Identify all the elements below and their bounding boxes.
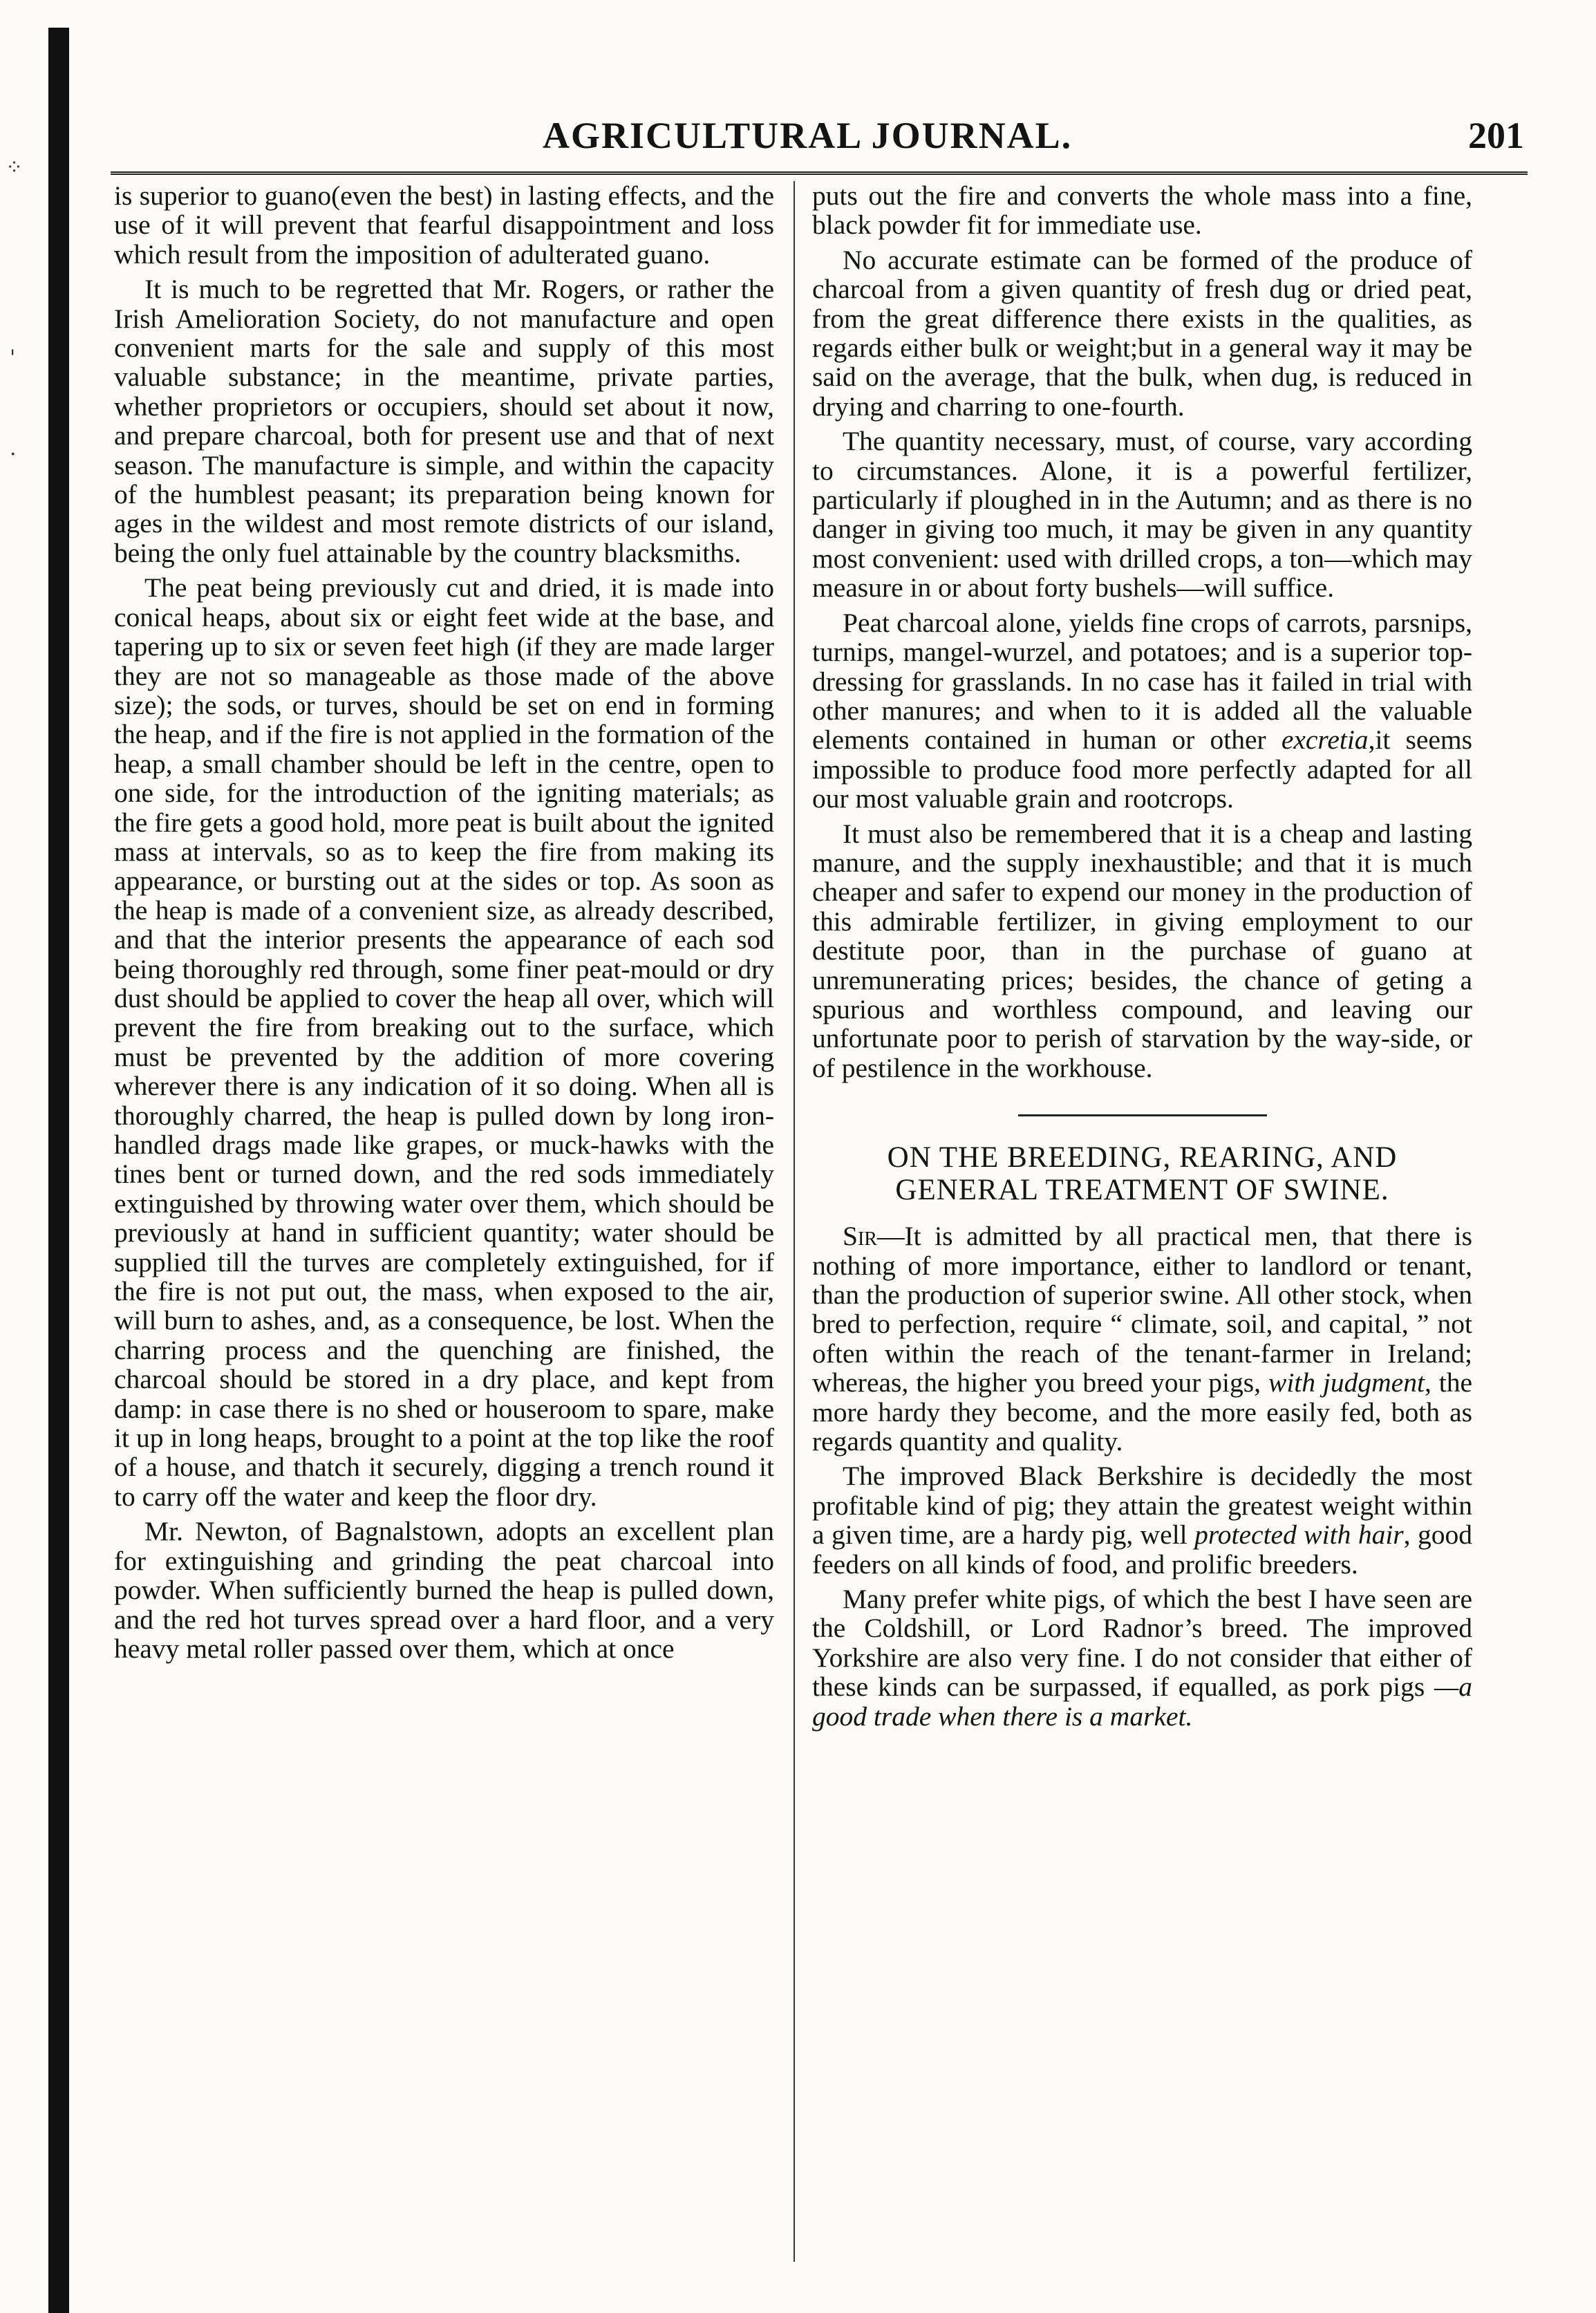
section-separator (1018, 1114, 1267, 1116)
paragraph: The quantity necessary, must, of course, vary according to circumstances. Alone, it is a powerful fertilizer, particularly if ploughed in in the Autumn; and as there is no danger in giving too much, it may be given in any quantity most convenient: used with drilled crops, a ton—which may measure in or about forty bushels—will suffice. (812, 426, 1472, 603)
paragraph (812, 1221, 1472, 1456)
text-span: Many prefer white pigs, of which the best I have seen are the Coldshill, or Lord Radnor’s breed. The improved Yorkshire are also very fine. I do not consider that either of these kinds can be surpassed, if equalled, as pork pigs (812, 1584, 1472, 1703)
journal-title: AGRICULTURAL JOURNAL. (543, 115, 1073, 156)
article-heading: ON THE BREEDING, REARING, AND GENERAL TREATMENT OF SWINE. (887, 1141, 1398, 1207)
margin-mark: ⁘ (6, 156, 24, 180)
margin-mark: · (10, 442, 17, 467)
text-span: —It is admitted by all practical men, that there is nothing of more importance, either to landlord or tenant, than the production of superior swine. All other stock, when bred to perfection, require “ climate, soil, and capital, ” not often within the reach of the tenant-farmer in Ireland; whereas, the higher you breed your pigs, (812, 1221, 1472, 1398)
margin-mark: ' (10, 346, 16, 370)
paragraph: Mr. Newton, of Bagnalstown, adopts an excellent plan for extinguishing and grinding the peat charcoal into powder. When sufficiently burned the heap is pulled down, and the red hot turves spread over a hard floor, and a very heavy metal roller passed over them, which at once (114, 1516, 774, 1664)
text-span: ,it seems impossible to produce food more perfectly adapted for all our most valuable grain and rootcrops. (812, 724, 1472, 814)
page-binding-edge (48, 28, 69, 2313)
page-number: 201 (1468, 115, 1524, 156)
text-span: The improved Black Berkshire is decidedly the most profitable kind of pig; they attain the greatest weight within a given time, are a hardy pig, well (812, 1461, 1472, 1551)
right-column (812, 181, 1472, 2283)
text-span: Peat charcoal alone, yields fine crops of carrots, parsnips, turnips, mangel-wurzel, and potatoes; and is a superior top-dressing for grasslands. In no case has it failed in trial with other manures; and when to it is added all the valuable elements contained in human or other (812, 607, 1472, 756)
paragraph: It is much to be regretted that Mr. Rogers, or rather the Irish Amelioration Society, do not manufacture and open convenient marts for the sale and supply of this most valuable substance; in the meantime, private parties, whether proprietors or occupiers, should set about it now, and prepare charcoal, both for present use and that of next season. The manufacture is simple, and within the capacity of the humblest peasant; its preparation being known for ages in the wildest and most remote districts of our island, being the only fuel attainable by the country blacksmiths. (114, 274, 774, 568)
paragraph (812, 1584, 1472, 1731)
paragraph: No accurate estimate can be formed of the produce of charcoal from a given quantity of fresh dug or dried peat, from the great difference there exists in the qualities, as regards either bulk or weight;but in a general way it may be said on the average, that the bulk, when dug, is reduced in drying and charring to one-fourth. (812, 244, 1472, 422)
paragraph: is superior to guano(even the best) in lasting effects, and the use of it will prevent that fearful disappointment and loss which result from the imposition of adulterated guano. (114, 181, 774, 270)
paragraph (812, 608, 1472, 814)
italic-text: protected with hair (1194, 1519, 1404, 1551)
italic-text: excretia (1281, 724, 1369, 756)
paragraph: It must also be remembered that it is a cheap and lasting manure, and the supply inexhaustible; and that it is much cheaper and safer to expend our money in the production of this admirable fertilizer, in giving employment to our destitute poor, than in the purchase of guano at unremunerating prices; besides, the chance of geting a spurious and worthless compound, and leaving our unfortunate poor to perish of starvation by the way-side, or of pestilence in the workhouse. (812, 818, 1472, 1083)
paragraph: puts out the fire and converts the whole mass into a fine, black powder fit for immediate use. (812, 181, 1472, 241)
header-rule (111, 171, 1528, 175)
text-span: , the more hardy they become, and the more easily fed, both as regards quantity and quality. (812, 1367, 1472, 1457)
column-divider (794, 181, 795, 2262)
text-span: , good feeders on all kinds of food, and prolific breeders. (812, 1519, 1472, 1580)
paragraph: The peat being previously cut and dried, it is made into conical heaps, about six or eight feet wide at the base, and tapering up to six or seven feet high (if they are made larger they are not so manageable as those made of the above size); the sods, or turves, should be set on end in forming the heap, and if the fire is not applied in the formation of the heap, a small chamber should be left in the centre, open to one side, for the introduction of the igniting materials; as the fire gets a good hold, more peat is built about the ignited mass at intervals, so as to keep the fire from making its appearance, or bursting out at the sides or top. As soon as the heap is made of a convenient size, as already described, and that the interior presents the appearance of each sod being thoroughly red through, some finer peat-mould or dry dust should be applied to cover the heap all over, which will prevent the fire from breaking out to the surface, which must be prevented by the addition of more covering wherever there is any indication of it so doing. When all is thoroughly charred, the heap is pulled down by long iron-handled drags made like grapes, or muck-hawks with the tines bent or turned down, and the red sods immediately extinguished by throwing water over them, which should be previously at hand in sufficient quantity; water should be supplied till the turves are completely extinguished, for if the fire is not put out, the mass, when exposed to the air, will burn to ashes, and, as a consequence, be lost. When the charring process and the quenching are finished, the charcoal should be stored in a dry place, and kept from damp: in case there is no shed or houseroom to spare, make it up in long heaps, brought to a point at the top like the roof of a house, and thatch it securely, digging a trench round it to carry off the water and keep the floor dry. (114, 572, 774, 1512)
left-column (114, 181, 774, 2283)
italic-text: —a good trade when there is a market. (812, 1671, 1472, 1732)
salutation: Sir (843, 1221, 877, 1252)
running-header (114, 114, 1524, 162)
paragraph (812, 1461, 1472, 1579)
italic-text: with judgment (1268, 1367, 1425, 1398)
